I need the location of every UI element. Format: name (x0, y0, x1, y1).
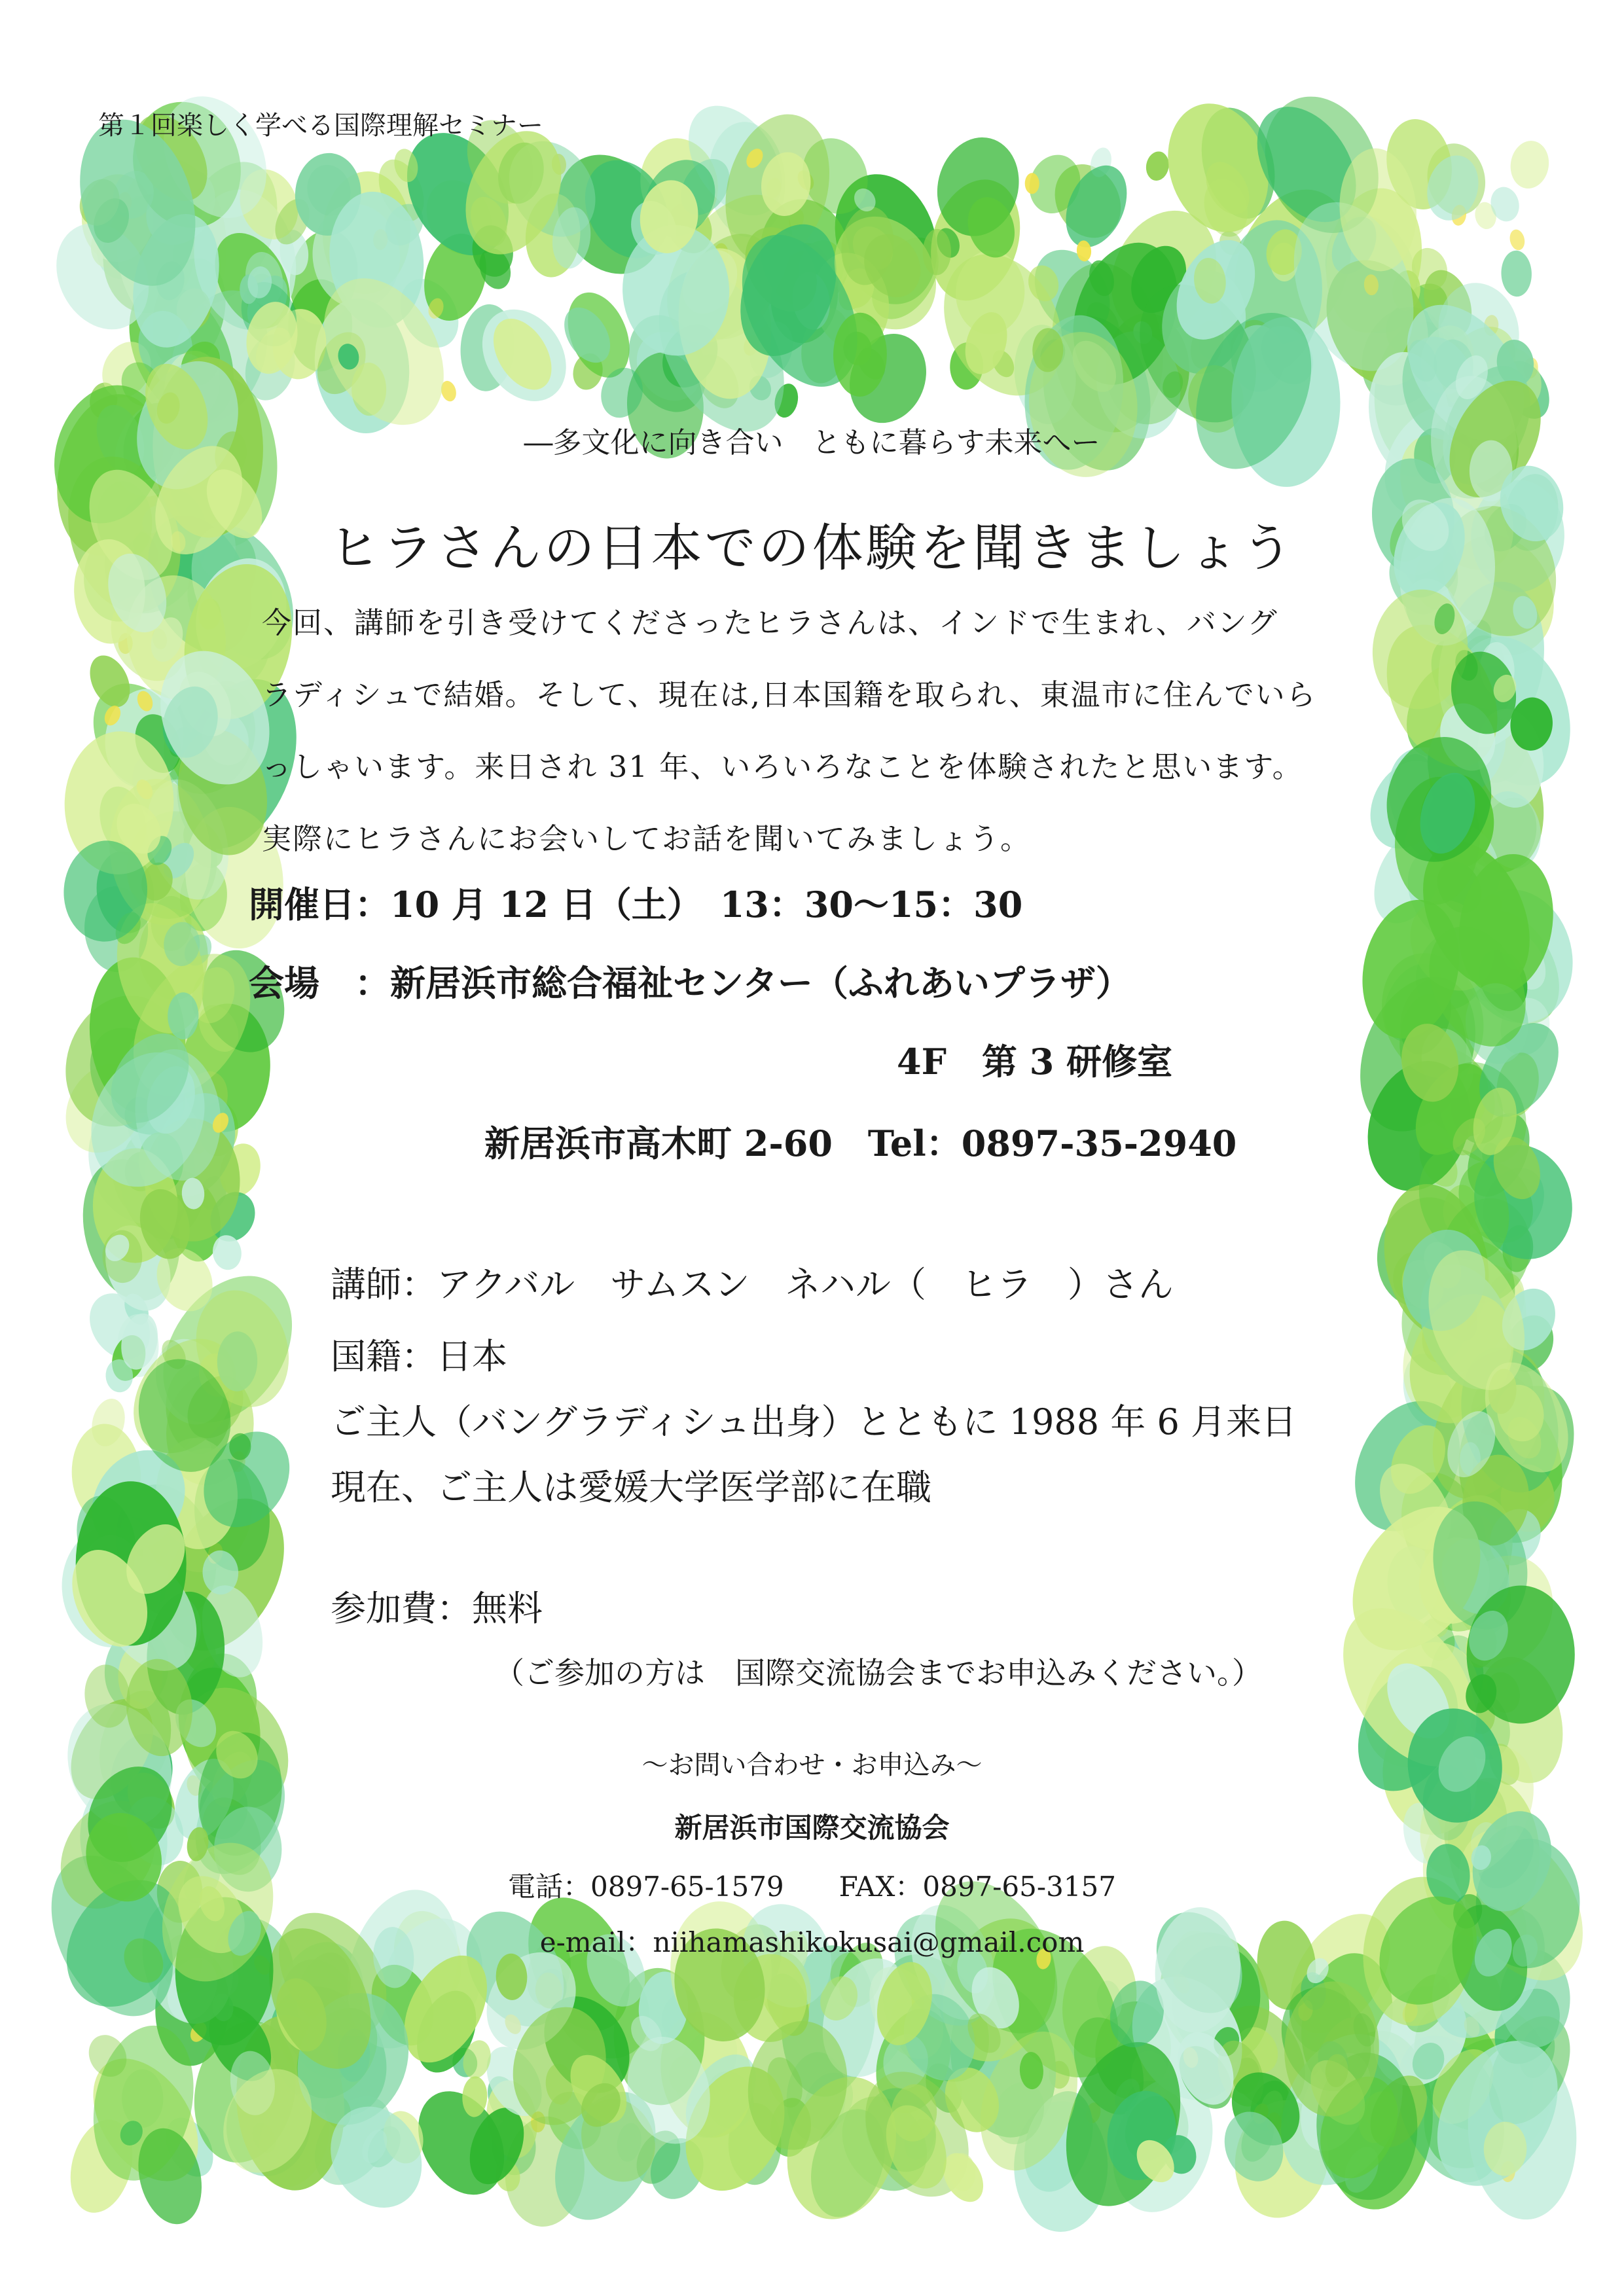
event-date: 開催日：10 月 12 日（土） 13：30〜15：30 (249, 884, 1023, 925)
page-title: ヒラさんの日本での体験を聞きましょう (329, 519, 1295, 578)
contact-email: e-mail：niihamashikokusai@gmail.com (539, 1926, 1085, 1958)
intro-line: 今回、講師を引き受けてくださったヒラさんは、インドで生まれ、バング (262, 605, 1278, 640)
contact-heading: 〜お問い合わせ・お申込み〜 (641, 1750, 983, 1780)
speaker-nationality: 国籍：日本 (331, 1336, 507, 1377)
fee-label: 参加費：無料 (331, 1588, 543, 1629)
fee-note: （ご参加の方は 国際交流協会までお申込みください。） (494, 1655, 1262, 1691)
speaker-spouse: 現在、ご主人は愛媛大学医学部に在職 (331, 1467, 931, 1508)
intro-line: っしゃいます。来日され 31 年、いろいろなことを体験されたと思います。 (262, 749, 1303, 784)
speaker-name: 講師：アクバル サムスン ネハル（ ヒラ ）さん (331, 1264, 1174, 1305)
contact-phone-fax: 電話：0897-65-1579 FAX：0897-65-3157 (508, 1871, 1116, 1903)
leaf-dot (1500, 250, 1532, 297)
leaf-dot (1507, 138, 1552, 192)
event-room: 4F 第 3 研修室 (897, 1041, 1173, 1083)
leaf-dot (1508, 228, 1527, 251)
intro-line: ラディシュで結婚。そして、現在は,日本国籍を取られ、東温市に住んでいら (262, 677, 1317, 712)
leaf-dot (1144, 150, 1171, 183)
speaker-arrival: ご主人（バングラディシュ出身）とともに 1988 年 6 月来日 (331, 1401, 1297, 1443)
intro-line: 実際にヒラさんにお会いしてお話を聞いてみましょう。 (262, 821, 1032, 856)
leaf-dot (1025, 173, 1039, 194)
event-address: 新居浜市高木町 2-60 Tel：0897-35-2940 (484, 1122, 1237, 1164)
contact-org: 新居浜市国際交流協会 (674, 1812, 950, 1844)
series-title: 第１回楽しく学べる国際理解セミナー (98, 111, 543, 141)
subtitle: ―多文化に向き合い ともに暮らす未来へー (524, 426, 1100, 459)
event-venue: 会場 ：新居浜市総合福祉センター（ふれあいプラザ） (249, 962, 1131, 1004)
